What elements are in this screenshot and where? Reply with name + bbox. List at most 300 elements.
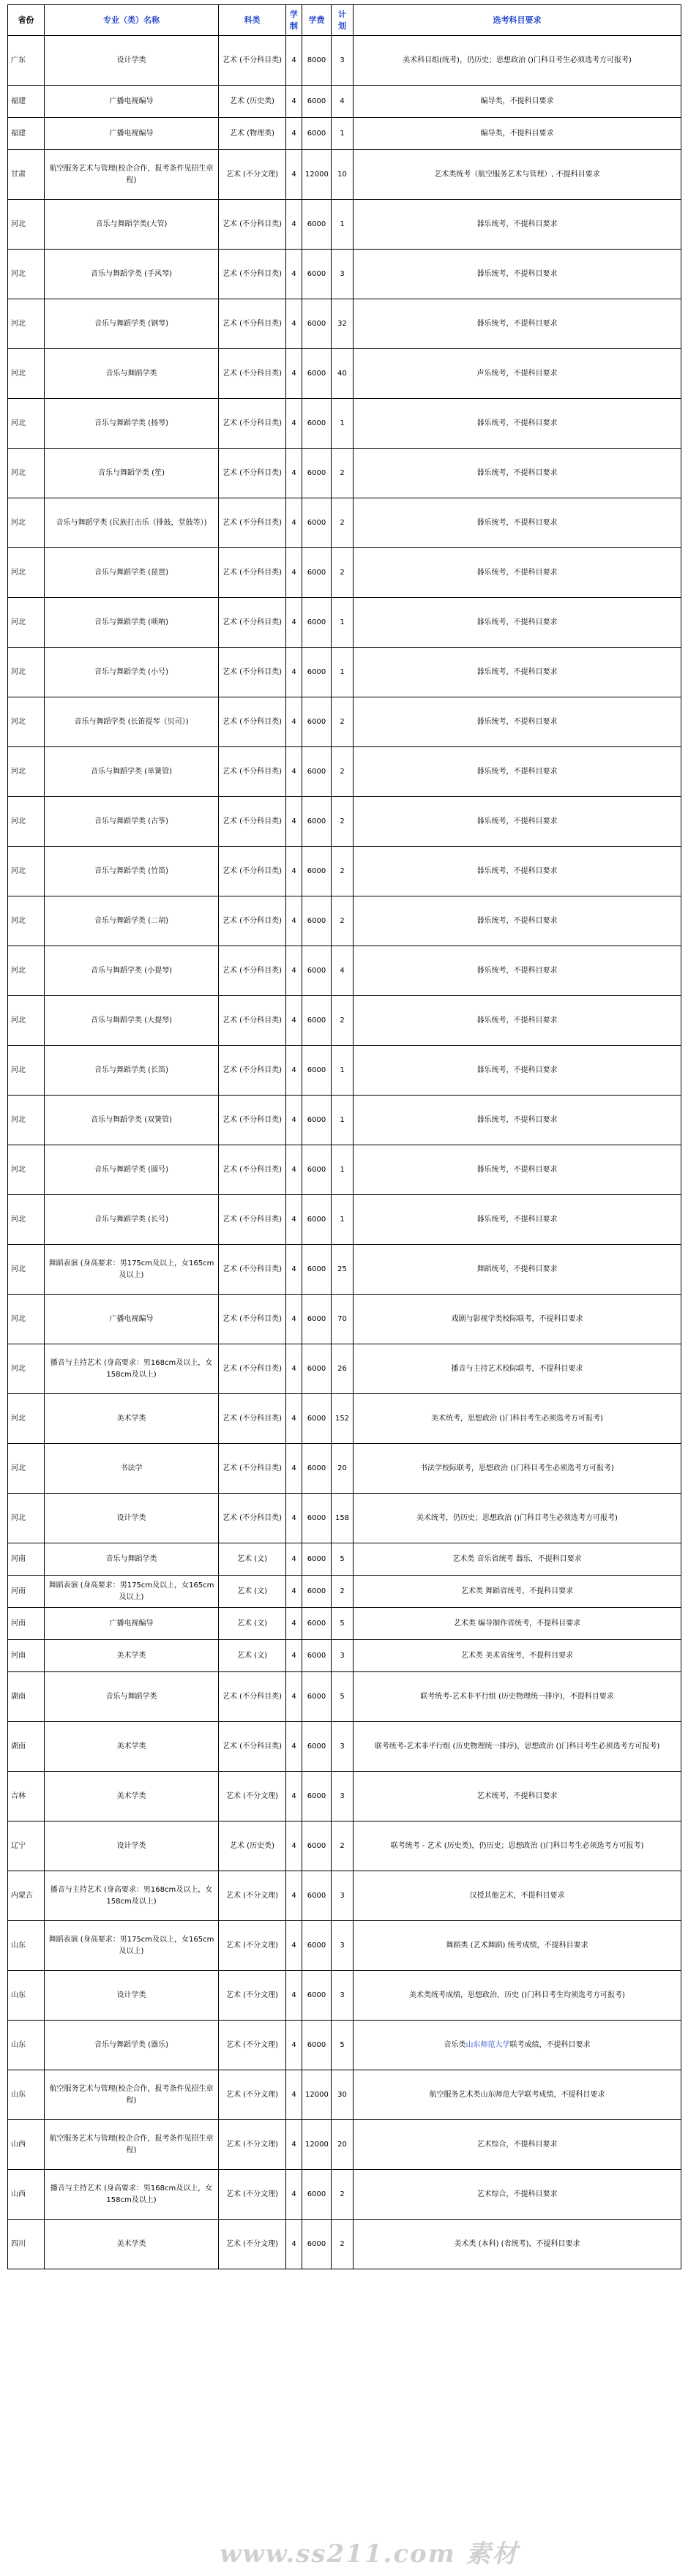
cell-requirements: 器乐统考，不提科目要求 — [354, 1145, 681, 1195]
cell-plan: 26 — [332, 1344, 354, 1394]
cell-plan: 2 — [332, 996, 354, 1046]
cell-category: 艺术 (不分文理) — [219, 2021, 286, 2070]
cell-category: 艺术 (不分科目类) — [219, 847, 286, 896]
table-row — [8, 946, 681, 996]
cell-major: 舞蹈表演 (身高要求：男175cm及以上，女165cm及以上) — [45, 1576, 219, 1608]
cell-requirements — [354, 2021, 681, 2070]
table-row — [8, 1576, 681, 1608]
cell-plan: 2 — [332, 697, 354, 747]
cell-major: 播音与主持艺术 (身高要求：男168cm及以上，女158cm及以上) — [45, 2170, 219, 2220]
cell-duration: 4 — [286, 1640, 302, 1672]
cell-duration: 4 — [286, 747, 302, 797]
cell-duration: 4 — [286, 797, 302, 847]
cell-requirements: 编导类，不提科目要求 — [354, 118, 681, 150]
cell-major: 音乐与舞蹈学类 (笙) — [45, 449, 219, 498]
cell-plan: 5 — [332, 1543, 354, 1576]
cell-tuition: 6000 — [302, 2170, 332, 2220]
table-row — [8, 1821, 681, 1871]
cell-requirements: 书法学校际联考，思想政治 ()门科目考生必须选考方可报考) — [354, 1444, 681, 1494]
cell-category: 艺术 (不分科目类) — [219, 399, 286, 449]
cell-category: 艺术 (不分科目类) — [219, 36, 286, 86]
table-row — [8, 299, 681, 349]
cell-category: 艺术 (不分科目类) — [219, 1195, 286, 1245]
cell-plan: 2 — [332, 548, 354, 598]
cell-province: 河北 — [8, 250, 45, 299]
cell-province: 河北 — [8, 399, 45, 449]
cell-major: 航空服务艺术与管理(校企合作，报考条件见招生章程) — [45, 2070, 219, 2120]
cell-tuition: 6000 — [302, 598, 332, 648]
req-text-pre: 音乐类 — [444, 2040, 466, 2049]
cell-province: 山东 — [8, 1971, 45, 2021]
cell-plan: 1 — [332, 200, 354, 250]
table-row — [8, 1245, 681, 1295]
cell-category: 艺术 (不分科目类) — [219, 896, 286, 946]
table-row — [8, 1543, 681, 1576]
cell-plan: 20 — [332, 1444, 354, 1494]
cell-major: 美术学类 — [45, 1640, 219, 1672]
cell-duration: 4 — [286, 150, 302, 200]
cell-duration: 4 — [286, 1295, 302, 1344]
cell-requirements: 艺术类 美术省统考，不提科目要求 — [354, 1640, 681, 1672]
cell-requirements: 器乐统考，不提科目要求 — [354, 1096, 681, 1145]
table-row — [8, 2120, 681, 2170]
cell-category: 艺术 (不分科目类) — [219, 598, 286, 648]
cell-duration: 4 — [286, 399, 302, 449]
table-row — [8, 1195, 681, 1245]
cell-requirements: 器乐统考，不提科目要求 — [354, 847, 681, 896]
cell-province: 广东 — [8, 36, 45, 86]
cell-category: 艺术 (不分文理) — [219, 2220, 286, 2269]
cell-province: 河北 — [8, 1494, 45, 1543]
cell-duration: 4 — [286, 299, 302, 349]
cell-province: 内蒙古 — [8, 1871, 45, 1921]
cell-plan: 2 — [332, 2220, 354, 2269]
cell-requirements: 艺术综合，不提科目要求 — [354, 2120, 681, 2170]
cell-tuition: 6000 — [302, 648, 332, 697]
cell-tuition: 6000 — [302, 1295, 332, 1344]
cell-plan: 1 — [332, 1046, 354, 1096]
cell-requirements: 艺术统考，不提科目要求 — [354, 1772, 681, 1821]
table-row — [8, 1672, 681, 1722]
cell-category: 艺术 (不分文理) — [219, 2070, 286, 2120]
cell-category: 艺术 (不分文理) — [219, 2120, 286, 2170]
cell-tuition: 6000 — [302, 250, 332, 299]
cell-province: 河南 — [8, 1576, 45, 1608]
cell-duration: 4 — [286, 996, 302, 1046]
cell-duration: 4 — [286, 648, 302, 697]
cell-tuition: 12000 — [302, 2120, 332, 2170]
cell-plan: 3 — [332, 1921, 354, 1971]
cell-plan: 30 — [332, 2070, 354, 2120]
cell-category: 艺术 (不分文理) — [219, 1871, 286, 1921]
cell-province: 辽宁 — [8, 1821, 45, 1871]
cell-requirements: 器乐统考，不提科目要求 — [354, 250, 681, 299]
cell-tuition: 6000 — [302, 449, 332, 498]
cell-province: 吉林 — [8, 1772, 45, 1821]
cell-category: 艺术 (文) — [219, 1576, 286, 1608]
cell-duration: 4 — [286, 598, 302, 648]
cell-duration: 4 — [286, 1543, 302, 1576]
cell-requirements: 器乐统考，不提科目要求 — [354, 697, 681, 747]
header-category: 科类 — [219, 5, 286, 36]
cell-tuition: 8000 — [302, 36, 332, 86]
cell-category: 艺术 (不分科目类) — [219, 250, 286, 299]
cell-duration: 4 — [286, 1871, 302, 1921]
cell-plan: 10 — [332, 150, 354, 200]
cell-province: 河北 — [8, 1145, 45, 1195]
table-row — [8, 150, 681, 200]
cell-category: 艺术 (不分科目类) — [219, 1494, 286, 1543]
cell-requirements: 舞蹈统考，不提科目要求 — [354, 1245, 681, 1295]
cell-plan: 1 — [332, 1145, 354, 1195]
cell-major: 音乐与舞蹈学类 (长号) — [45, 1195, 219, 1245]
cell-province: 山西 — [8, 2120, 45, 2170]
cell-province: 河北 — [8, 648, 45, 697]
cell-category: 艺术 (不分科目类) — [219, 498, 286, 548]
cell-major: 航空服务艺术与管理(校企合作，报考条件见招生章程) — [45, 150, 219, 200]
cell-duration: 4 — [286, 1195, 302, 1245]
cell-requirements: 器乐统考，不提科目要求 — [354, 498, 681, 548]
cell-province: 河北 — [8, 1096, 45, 1145]
cell-requirements: 器乐统考，不提科目要求 — [354, 648, 681, 697]
cell-plan: 1 — [332, 1195, 354, 1245]
cell-requirements: 戏剧与影视学类校际联考，不提科目要求 — [354, 1295, 681, 1344]
cell-province: 河北 — [8, 598, 45, 648]
cell-major: 音乐与舞蹈学类 (手风琴) — [45, 250, 219, 299]
cell-major: 设计学类 — [45, 1971, 219, 2021]
cell-duration: 4 — [286, 1821, 302, 1871]
cell-major: 音乐与舞蹈学类(大管) — [45, 200, 219, 250]
table-row — [8, 747, 681, 797]
cell-requirements: 器乐统考，不提科目要求 — [354, 399, 681, 449]
cell-category: 艺术 (不分文理) — [219, 1772, 286, 1821]
cell-requirements: 联考统考-艺术非平行组 (历史物理统一排序)，不提科目要求 — [354, 1672, 681, 1722]
cell-requirements: 器乐统考，不提科目要求 — [354, 797, 681, 847]
cell-plan: 5 — [332, 2021, 354, 2070]
cell-major: 音乐与舞蹈学类 (钢琴) — [45, 299, 219, 349]
school-link[interactable]: 山东师范大学 — [465, 2040, 510, 2049]
cell-category: 艺术 (不分科目类) — [219, 946, 286, 996]
cell-category: 艺术 (历史类) — [219, 1821, 286, 1871]
cell-province: 河北 — [8, 449, 45, 498]
cell-plan: 2 — [332, 2170, 354, 2220]
cell-province: 河北 — [8, 697, 45, 747]
cell-major: 播音与主持艺术 (身高要求：男168cm及以上，女158cm及以上) — [45, 1344, 219, 1394]
cell-major: 音乐与舞蹈学类 (唢呐) — [45, 598, 219, 648]
cell-duration: 4 — [286, 1344, 302, 1394]
cell-plan: 1 — [332, 648, 354, 697]
cell-province: 河北 — [8, 498, 45, 548]
cell-category: 艺术 (文) — [219, 1608, 286, 1640]
cell-category: 艺术 (不分科目类) — [219, 1672, 286, 1722]
cell-province: 山西 — [8, 2170, 45, 2220]
cell-requirements: 航空服务艺术类山东师范大学联考成绩，不提科目要求 — [354, 2070, 681, 2120]
cell-major: 音乐与舞蹈学类 (琵琶) — [45, 548, 219, 598]
table-row — [8, 1394, 681, 1444]
cell-tuition: 6000 — [302, 797, 332, 847]
cell-plan: 2 — [332, 847, 354, 896]
cell-major: 美术学类 — [45, 1772, 219, 1821]
cell-requirements: 美术类统考成绩，思想政治，历史 ()门科目考生均须选考方可报考) — [354, 1971, 681, 2021]
table-row — [8, 1096, 681, 1145]
cell-major: 音乐与舞蹈学类 (长笛提琴（贝司）) — [45, 697, 219, 747]
cell-province: 河北 — [8, 548, 45, 598]
header-province: 省份 — [8, 5, 45, 36]
cell-requirements: 器乐统考，不提科目要求 — [354, 200, 681, 250]
cell-province: 河北 — [8, 1344, 45, 1394]
cell-category: 艺术 (不分文理) — [219, 1971, 286, 2021]
cell-category: 艺术 (不分科目类) — [219, 299, 286, 349]
cell-plan: 3 — [332, 36, 354, 86]
cell-requirements: 美术类 (本科) (省统考)，不提科目要求 — [354, 2220, 681, 2269]
cell-duration: 4 — [286, 1722, 302, 1772]
cell-major: 音乐与舞蹈学类 (小号) — [45, 648, 219, 697]
cell-duration: 4 — [286, 449, 302, 498]
cell-tuition: 6000 — [302, 1444, 332, 1494]
cell-major: 音乐与舞蹈学类 (单簧管) — [45, 747, 219, 797]
cell-tuition: 12000 — [302, 2070, 332, 2120]
table-row — [8, 697, 681, 747]
cell-province: 河北 — [8, 946, 45, 996]
cell-category: 艺术 (物理类) — [219, 118, 286, 150]
cell-requirements: 艺术类 舞蹈省统考，不提科目要求 — [354, 1576, 681, 1608]
cell-province: 河南 — [8, 1543, 45, 1576]
cell-category: 艺术 (不分文理) — [219, 1921, 286, 1971]
cell-duration: 4 — [286, 1096, 302, 1145]
cell-province: 河北 — [8, 200, 45, 250]
cell-province: 河北 — [8, 1394, 45, 1444]
cell-requirements: 器乐统考，不提科目要求 — [354, 896, 681, 946]
table-row — [8, 118, 681, 150]
cell-duration: 4 — [286, 2070, 302, 2120]
header-major: 专业（类）名称 — [45, 5, 219, 36]
req-text-post: 联考成绩，不提科目要求 — [509, 2040, 591, 2049]
cell-major: 美术学类 — [45, 1394, 219, 1444]
cell-duration: 4 — [286, 1576, 302, 1608]
cell-major: 书法学 — [45, 1444, 219, 1494]
cell-tuition: 6000 — [302, 1145, 332, 1195]
cell-tuition: 6000 — [302, 1821, 332, 1871]
table-row — [8, 498, 681, 548]
cell-duration: 4 — [286, 1921, 302, 1971]
cell-category: 艺术 (不分科目类) — [219, 1096, 286, 1145]
cell-category: 艺术 (不分科目类) — [219, 1046, 286, 1096]
cell-plan: 2 — [332, 498, 354, 548]
cell-duration: 4 — [286, 1608, 302, 1640]
cell-plan: 1 — [332, 598, 354, 648]
cell-major: 音乐与舞蹈学类 (长笛) — [45, 1046, 219, 1096]
cell-tuition: 6000 — [302, 498, 332, 548]
cell-tuition: 6000 — [302, 1640, 332, 1672]
cell-tuition: 6000 — [302, 1921, 332, 1971]
table-row — [8, 1971, 681, 2021]
table-row — [8, 1640, 681, 1672]
cell-duration: 4 — [286, 36, 302, 86]
cell-duration: 4 — [286, 697, 302, 747]
cell-tuition: 6000 — [302, 2220, 332, 2269]
cell-province: 河北 — [8, 1444, 45, 1494]
table-row — [8, 896, 681, 946]
cell-requirements: 艺术类 音乐省统考 器乐，不提科目要求 — [354, 1543, 681, 1576]
cell-requirements: 艺术综合，不提科目要求 — [354, 2170, 681, 2220]
cell-category: 艺术 (文) — [219, 1543, 286, 1576]
table-row — [8, 847, 681, 896]
table-row — [8, 1722, 681, 1772]
cell-requirements: 播音与主持艺术校际联考，不提科目要求 — [354, 1344, 681, 1394]
watermark: www.ss211.com 素材 — [220, 2539, 519, 2569]
cell-duration: 4 — [286, 86, 302, 118]
cell-plan: 158 — [332, 1494, 354, 1543]
cell-tuition: 6000 — [302, 996, 332, 1046]
cell-tuition: 6000 — [302, 1344, 332, 1394]
cell-plan: 3 — [332, 1971, 354, 2021]
cell-province: 河北 — [8, 299, 45, 349]
cell-major: 设计学类 — [45, 1494, 219, 1543]
cell-requirements: 器乐统考，不提科目要求 — [354, 1195, 681, 1245]
cell-major: 音乐与舞蹈学类 (器乐) — [45, 2021, 219, 2070]
cell-major: 音乐与舞蹈学类 (双簧管) — [45, 1096, 219, 1145]
cell-province: 山东 — [8, 2021, 45, 2070]
table-row — [8, 349, 681, 399]
cell-category: 艺术 (不分科目类) — [219, 697, 286, 747]
cell-province: 河北 — [8, 896, 45, 946]
cell-plan: 1 — [332, 399, 354, 449]
table-row — [8, 1871, 681, 1921]
cell-province: 河北 — [8, 1245, 45, 1295]
cell-tuition: 6000 — [302, 548, 332, 598]
cell-category: 艺术 (不分科目类) — [219, 1145, 286, 1195]
cell-requirements: 美术统考，思想政治 ()门科目考生必须选考方可报考) — [354, 1394, 681, 1444]
cell-category: 艺术 (不分科目类) — [219, 1722, 286, 1772]
cell-tuition: 6000 — [302, 697, 332, 747]
table-row — [8, 548, 681, 598]
table-body — [8, 36, 681, 2269]
cell-major: 音乐与舞蹈学类 (二胡) — [45, 896, 219, 946]
cell-tuition: 6000 — [302, 1608, 332, 1640]
cell-category: 艺术 (不分科目类) — [219, 1295, 286, 1344]
table-row — [8, 1921, 681, 1971]
cell-duration: 4 — [286, 1245, 302, 1295]
table-row — [8, 449, 681, 498]
cell-major: 音乐与舞蹈学类 (扬琴) — [45, 399, 219, 449]
table-row — [8, 648, 681, 697]
cell-duration: 4 — [286, 2220, 302, 2269]
cell-province: 河北 — [8, 1295, 45, 1344]
cell-major: 设计学类 — [45, 1821, 219, 1871]
cell-province: 河南 — [8, 1608, 45, 1640]
cell-duration: 4 — [286, 2170, 302, 2220]
cell-category: 艺术 (不分科目类) — [219, 1394, 286, 1444]
cell-tuition: 6000 — [302, 86, 332, 118]
cell-duration: 4 — [286, 548, 302, 598]
cell-major: 音乐与舞蹈学类 — [45, 1543, 219, 1576]
table-row — [8, 996, 681, 1046]
cell-plan: 4 — [332, 86, 354, 118]
cell-duration: 4 — [286, 896, 302, 946]
cell-duration: 4 — [286, 1145, 302, 1195]
cell-tuition: 6000 — [302, 1672, 332, 1722]
cell-requirements: 联考统考-艺术非平行组 (历史物理统一排序)，思想政治 ()门科目考生必须选考方可报考) — [354, 1722, 681, 1772]
cell-province: 甘肃 — [8, 150, 45, 200]
cell-tuition: 6000 — [302, 1772, 332, 1821]
cell-plan: 2 — [332, 449, 354, 498]
cell-category: 艺术 (历史类) — [219, 86, 286, 118]
enrollment-plan — [7, 4, 681, 2269]
cell-duration: 4 — [286, 1672, 302, 1722]
cell-category: 艺术 (不分科目类) — [219, 548, 286, 598]
cell-major: 广播电视编导 — [45, 1608, 219, 1640]
cell-province: 四川 — [8, 2220, 45, 2269]
cell-category: 艺术 (不分科目类) — [219, 1344, 286, 1394]
cell-requirements: 美术统考，仍历史；思想政治 ()门科目考生必须选考方可报考) — [354, 1494, 681, 1543]
cell-category: 艺术 (不分文理) — [219, 150, 286, 200]
cell-province: 福建 — [8, 118, 45, 150]
header-duration: 学制 — [286, 5, 302, 36]
cell-duration: 4 — [286, 498, 302, 548]
cell-category: 艺术 (不分科目类) — [219, 200, 286, 250]
cell-category: 艺术 (不分文理) — [219, 2170, 286, 2220]
cell-duration: 4 — [286, 847, 302, 896]
cell-category: 艺术 (不分科目类) — [219, 449, 286, 498]
cell-duration: 4 — [286, 2021, 302, 2070]
table-row — [8, 1145, 681, 1195]
cell-tuition: 6000 — [302, 1096, 332, 1145]
cell-requirements: 器乐统考，不提科目要求 — [354, 747, 681, 797]
table-row — [8, 598, 681, 648]
cell-category: 艺术 (文) — [219, 1640, 286, 1672]
cell-major: 音乐与舞蹈学类 (大提琴) — [45, 996, 219, 1046]
cell-plan: 3 — [332, 1640, 354, 1672]
cell-duration: 4 — [286, 2120, 302, 2170]
cell-plan: 70 — [332, 1295, 354, 1344]
cell-tuition: 6000 — [302, 349, 332, 399]
cell-tuition: 6000 — [302, 1971, 332, 2021]
cell-major: 音乐与舞蹈学类 (竹笛) — [45, 847, 219, 896]
table-row — [8, 399, 681, 449]
cell-duration: 4 — [286, 118, 302, 150]
table-row — [8, 2070, 681, 2120]
cell-tuition: 6000 — [302, 1543, 332, 1576]
table-row — [8, 2021, 681, 2070]
cell-province: 河北 — [8, 847, 45, 896]
cell-major: 广播电视编导 — [45, 118, 219, 150]
cell-duration: 4 — [286, 946, 302, 996]
cell-requirements: 器乐统考，不提科目要求 — [354, 996, 681, 1046]
table-row — [8, 1608, 681, 1640]
cell-tuition: 6000 — [302, 896, 332, 946]
cell-category: 艺术 (不分科目类) — [219, 747, 286, 797]
cell-province: 河北 — [8, 996, 45, 1046]
cell-plan: 5 — [332, 1608, 354, 1640]
cell-province: 山东 — [8, 2070, 45, 2120]
cell-requirements: 艺术类统考（航空服务艺术与管理）, 不提科目要求 — [354, 150, 681, 200]
cell-tuition: 6000 — [302, 1576, 332, 1608]
table-header-row — [8, 5, 681, 36]
cell-province: 山东 — [8, 1921, 45, 1971]
cell-plan: 32 — [332, 299, 354, 349]
cell-plan: 1 — [332, 1096, 354, 1145]
cell-major: 音乐与舞蹈学类 — [45, 1672, 219, 1722]
cell-duration: 4 — [286, 1971, 302, 2021]
cell-tuition: 12000 — [302, 150, 332, 200]
cell-tuition: 6000 — [302, 118, 332, 150]
cell-requirements: 声乐统考，不提科目要求 — [354, 349, 681, 399]
cell-requirements: 艺术类 编导制作省统考，不提科目要求 — [354, 1608, 681, 1640]
cell-province: 湖南 — [8, 1672, 45, 1722]
cell-duration: 4 — [286, 200, 302, 250]
cell-tuition: 6000 — [302, 946, 332, 996]
cell-plan: 3 — [332, 1772, 354, 1821]
